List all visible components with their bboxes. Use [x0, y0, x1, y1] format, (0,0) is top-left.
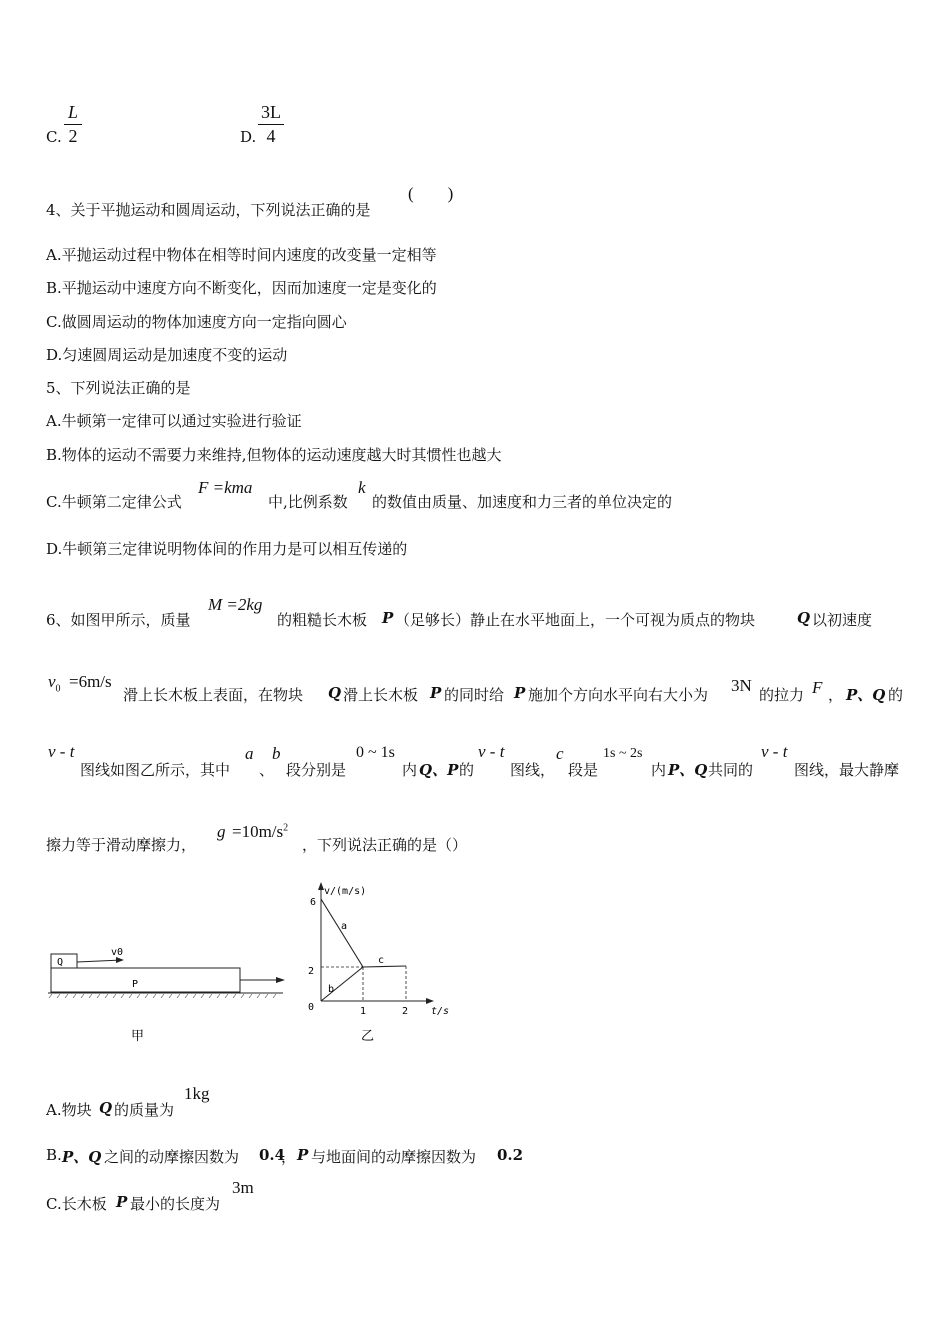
fraction-numerator: 3L	[261, 102, 281, 122]
symbol-b: b	[272, 744, 281, 763]
symbol-a: a	[245, 744, 254, 763]
q4-stem: 4、关于平抛运动和圆周运动，下列说法正确的是	[46, 201, 371, 219]
label-c: c	[378, 955, 385, 966]
formula-f-kma: F =kma	[198, 478, 253, 497]
v0-v: v	[48, 672, 56, 691]
line-c	[363, 966, 406, 967]
q6-line2-comma: ，	[828, 686, 844, 704]
symbol-p: P	[514, 684, 526, 702]
q6-line2-part6: 的	[888, 686, 904, 704]
fraction-denominator: 2	[68, 126, 78, 146]
q6-option-c-part1: C.长木板	[46, 1195, 107, 1213]
q6-line1-part4: 以初速度	[812, 611, 873, 629]
option-d-label: D.	[240, 128, 257, 146]
q6-line3-part9: 图线，最大静摩	[794, 761, 900, 779]
q6-line3-part6: 段是	[568, 761, 599, 779]
v0-subscript: 0	[55, 683, 61, 695]
option-c-label: C.	[46, 128, 62, 146]
tick-6: 6	[310, 897, 317, 908]
g-value: =10m/s	[232, 822, 284, 841]
formula-g-value	[232, 822, 288, 842]
fraction-bar	[258, 124, 284, 125]
fraction-numerator: L	[67, 102, 78, 122]
fraction-bar	[64, 124, 82, 125]
q5-option-b: B.物体的运动不需要力来维持,但物体的运动速度越大时其惯性也越大	[46, 446, 502, 464]
q6-option-b-part2: 之间的动摩擦因数为	[104, 1148, 240, 1166]
symbol-g: g	[217, 822, 226, 841]
symbol-vt: v - t	[478, 742, 505, 761]
symbol-pq: P、Q	[846, 686, 886, 704]
q6-line2-part5: 的拉力	[759, 686, 805, 704]
symbol-pq: P、Q	[668, 761, 708, 779]
board-p	[51, 968, 240, 992]
g-exponent: 2	[283, 822, 289, 834]
q6-line3-part2: 段分别是	[286, 761, 347, 779]
tick-origin: 0	[308, 1002, 315, 1013]
q6-line2-part4: 施加个方向水平向右大小为	[528, 686, 709, 704]
q6-line3-part4: 的	[459, 761, 475, 779]
q6-option-b-part1: B.	[46, 1146, 62, 1164]
q6-option-b-comma: ，	[281, 1148, 297, 1166]
tick-1: 1	[360, 1006, 367, 1017]
separator: 、	[259, 761, 275, 779]
formula-mass: M =2kg	[208, 595, 263, 614]
q5-option-a: A.牛顿第一定律可以通过实验进行验证	[46, 412, 302, 430]
x-axis-arrow	[426, 998, 434, 1004]
q6-option-b-part3: 与地面间的动摩擦因数为	[311, 1148, 477, 1166]
q6-line2-part3: 的同时给	[444, 686, 505, 704]
fraction-l-over-2	[64, 102, 82, 147]
symbol-q: Q	[328, 684, 342, 702]
board-p-label: P	[132, 979, 139, 990]
tick-2s: 2	[402, 1006, 409, 1017]
symbol-q: Q	[797, 609, 811, 627]
value-1kg: 1kg	[184, 1084, 210, 1103]
symbol-p: P	[430, 684, 442, 702]
q4-option-c: C.做圆周运动的物体加速度方向一定指向圆心	[46, 313, 347, 331]
symbol-f: F	[812, 678, 823, 697]
symbol-c: c	[556, 744, 564, 763]
q6-line2-part2: 滑上长木板	[343, 686, 419, 704]
symbol-vt: v - t	[761, 742, 788, 761]
q4-option-a: A.平抛运动过程中物体在相等时间内速度的改变量一定相等	[46, 246, 437, 264]
symbol-qp: Q、P	[419, 761, 459, 779]
label-a: a	[341, 921, 348, 932]
q6-line4-part1: 擦力等于滑动摩擦力，	[46, 836, 197, 854]
ground-hatching	[49, 994, 276, 998]
symbol-q: Q	[99, 1099, 113, 1117]
q4-option-b: B.平抛运动中速度方向不断变化，因而加速度一定是变化的	[46, 279, 437, 297]
figure-jia-caption: 甲	[131, 1029, 145, 1044]
q6-line3-part7: 内	[651, 761, 667, 779]
q6-line1-part1: 6、如图甲所示，质量	[46, 611, 191, 629]
q5-option-c-part1: C.牛顿第二定律公式	[46, 493, 182, 511]
line-a	[321, 899, 363, 967]
symbol-p: P	[297, 1146, 309, 1164]
fraction-3l-over-4	[258, 102, 284, 147]
q6-line1-part2: 的粗糙长木板	[277, 611, 368, 629]
range-0-1s: 0 ~ 1s	[356, 744, 395, 761]
q6-line3-part1: 图线如图乙所示，其中	[80, 761, 231, 779]
y-axis-label: v/(m/s)	[324, 886, 367, 897]
block-q	[51, 954, 77, 968]
block-q-label: Q	[57, 957, 64, 968]
q6-option-a-part2: 的质量为	[114, 1101, 175, 1119]
symbol-k: k	[358, 478, 366, 497]
q5-stem: 5、下列说法正确的是	[46, 379, 191, 397]
formula-force: 3N	[731, 676, 752, 695]
range-1-2s: 1s ~ 2s	[603, 746, 643, 761]
symbol-vt: v - t	[48, 742, 75, 761]
x-axis-label: t/s	[431, 1006, 450, 1017]
label-b: b	[328, 984, 335, 995]
symbol-v0	[48, 672, 61, 694]
q6-line1-part3: （足够长）静止在水平地面上，一个可视为质点的物块	[395, 611, 756, 629]
q6-option-c-part2: 最小的长度为	[130, 1195, 221, 1213]
q6-line2-part1: 滑上长木板上表面，在物块	[123, 686, 304, 704]
q6-line3-part8: 共同的	[708, 761, 754, 779]
velocity-arrow	[77, 960, 122, 962]
value-0-4: 0.4	[259, 1146, 286, 1164]
q6-option-a-part1: A.物块	[46, 1101, 92, 1119]
value-0-2: 0.2	[497, 1146, 524, 1164]
figure-board-block	[40, 940, 300, 1050]
v0-label: v0	[111, 947, 124, 958]
tick-2: 2	[308, 966, 315, 977]
q5-option-c-part3: 的数值由质量、加速度和力三者的单位决定的	[372, 493, 673, 511]
figure-yi-caption: 乙	[361, 1029, 375, 1044]
q6-line3-part3: 内	[402, 761, 418, 779]
fraction-denominator: 4	[266, 126, 276, 146]
figure-vt-graph	[300, 878, 460, 1048]
q4-answer-paren: ( )	[408, 184, 454, 203]
q6-line3-part5: 图线，	[510, 761, 556, 779]
q5-option-c-part2: 中,比例系数	[268, 493, 348, 511]
force-arrow-head	[276, 977, 285, 983]
value-3m: 3m	[232, 1178, 254, 1197]
q5-option-d: D.牛顿第三定律说明物体间的作用力是可以相互传递的	[46, 540, 408, 558]
q4-option-d: D.匀速圆周运动是加速度不变的运动	[46, 346, 288, 364]
symbol-p: P	[116, 1193, 128, 1211]
symbol-pq: P、Q	[62, 1148, 102, 1166]
symbol-p: P	[382, 609, 394, 627]
q6-line4-part2: ，下列说法正确的是（）	[302, 836, 468, 854]
formula-v0-value: =6m/s	[69, 672, 112, 691]
